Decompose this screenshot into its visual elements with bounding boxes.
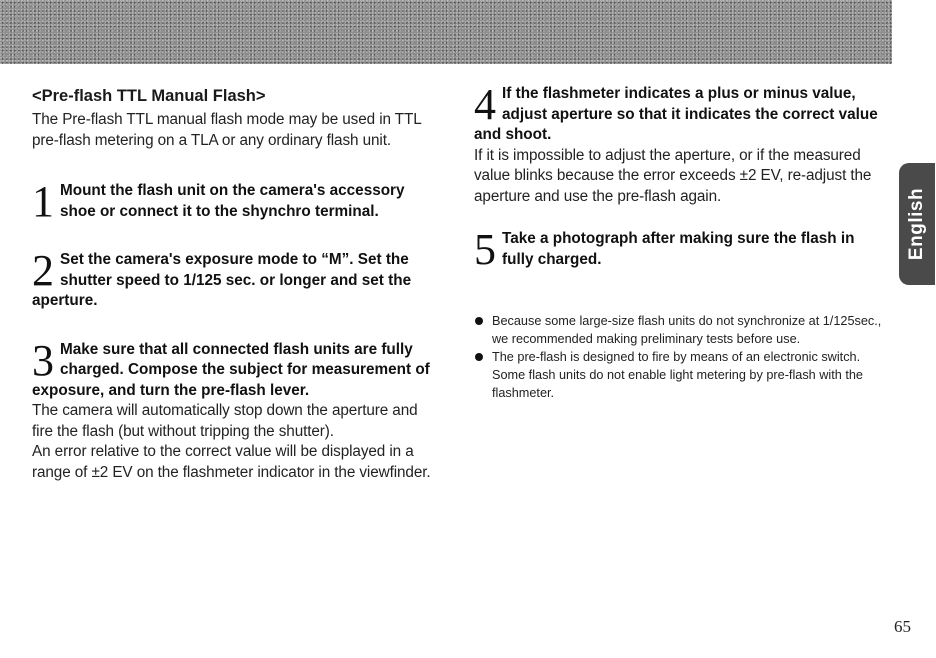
bullet-icon bbox=[475, 317, 483, 325]
step-number: 3 bbox=[32, 335, 54, 385]
step-5 bbox=[474, 225, 884, 274]
step-title: Take a photograph after making sure the flash in fully charged. bbox=[502, 230, 855, 268]
step-number: 5 bbox=[474, 225, 496, 274]
note-item bbox=[474, 312, 884, 348]
note-text: Because some large-size flash units do not synchronize at 1/125sec., we recommended making preliminary tests before use. bbox=[492, 314, 882, 346]
section-heading: <Pre-flash TTL Manual Flash> bbox=[32, 87, 266, 105]
step-title: If the flashmeter indicates a plus or minus value, adjust aperture so that it indicates the correct value and shoot. bbox=[474, 85, 878, 143]
step-body: An error relative to the correct value will be displayed in a range of ±2 EV on the flashmeter indicator in the viewfinder. bbox=[32, 443, 431, 481]
language-tab bbox=[899, 163, 935, 285]
language-tab-label: English bbox=[906, 187, 927, 261]
page-number: 65 bbox=[894, 617, 911, 636]
step-2 bbox=[32, 246, 436, 312]
notes-list bbox=[474, 312, 884, 402]
header-texture-band bbox=[0, 0, 892, 64]
step-title: Make sure that all connected flash units are fully charged. Compose the subject for measurement of exposure, and turn the pre-flash lever. bbox=[32, 340, 430, 399]
note-text: The pre-flash is designed to fire by means of an electronic switch. Some flash units do not enable light metering by pre-flash with the flashmeter. bbox=[492, 350, 863, 400]
intro-paragraph: The Pre-flash TTL manual flash mode may be used in TTL pre-flash metering on a TLA or any ordinary flash unit. bbox=[32, 111, 422, 149]
bullet-icon bbox=[475, 353, 483, 361]
step-title: Mount the flash unit on the camera's accessory shoe or connect it to the shynchro terminal. bbox=[60, 182, 405, 220]
left-column bbox=[32, 86, 436, 483]
step-body: The camera will automatically stop down the aperture and fire the flash (but without tripping the shutter). bbox=[32, 402, 418, 440]
step-number: 1 bbox=[32, 177, 54, 226]
note-item bbox=[474, 348, 884, 402]
step-body: If it is impossible to adjust the aperture, or if the measured value blinks because the error exceeds ±2 EV, re-adjust the aperture and use the pre-flash again. bbox=[474, 146, 872, 205]
step-title: Set the camera's exposure mode to “M”. Set the shutter speed to 1/125 sec. or longer and set the aperture. bbox=[32, 251, 412, 309]
step-3 bbox=[32, 335, 436, 484]
step-1 bbox=[32, 177, 436, 226]
right-column bbox=[474, 80, 884, 402]
step-number: 2 bbox=[32, 246, 54, 295]
step-number: 4 bbox=[474, 80, 496, 129]
step-4 bbox=[474, 80, 884, 207]
